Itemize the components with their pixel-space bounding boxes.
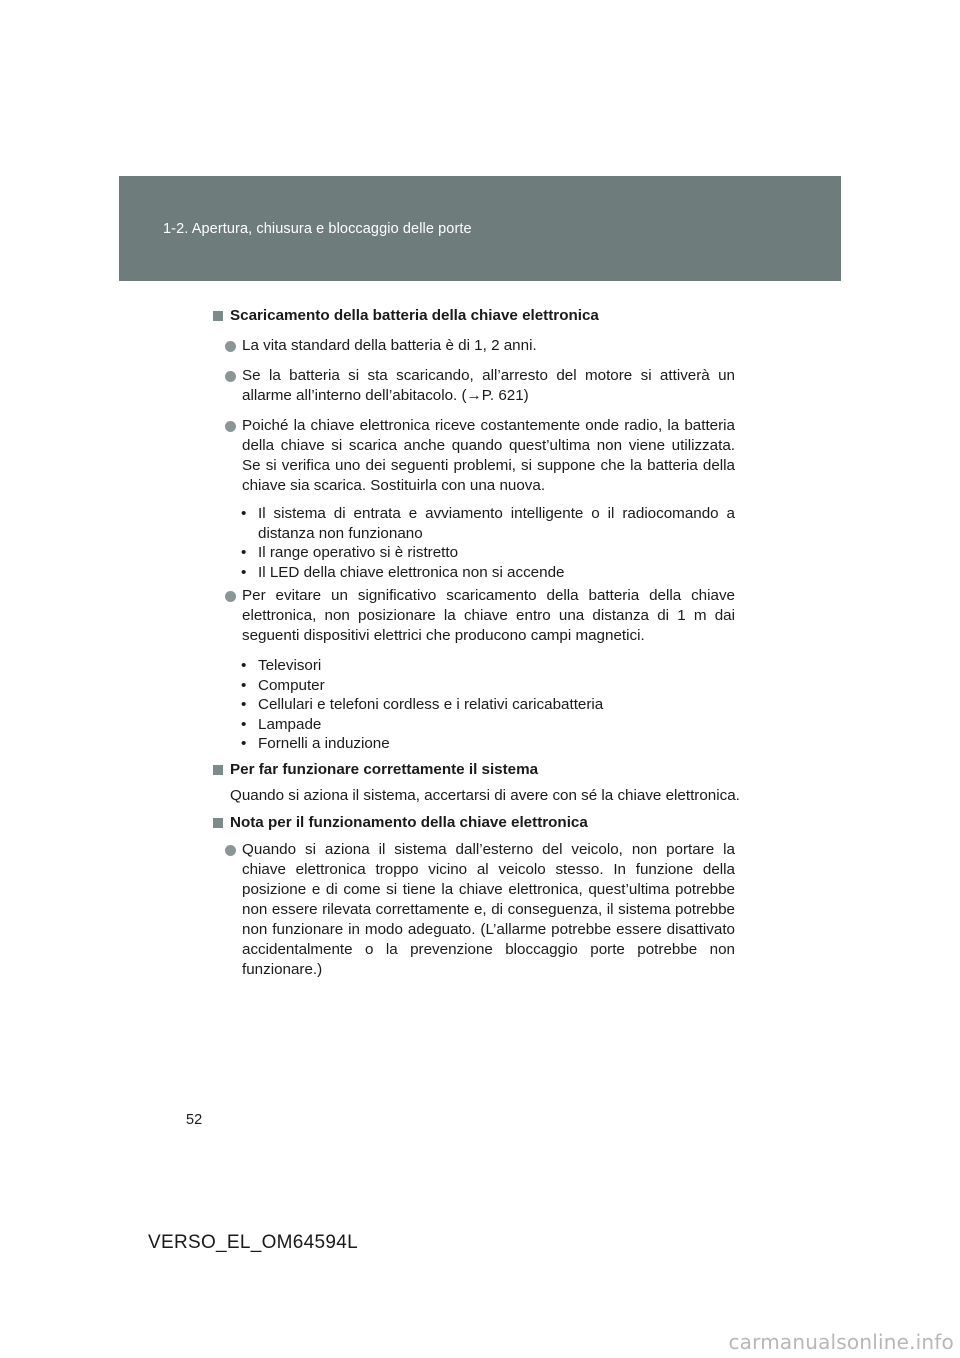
list-item: • Il sistema di entrata e avviamento intelligente o il radiocomando a distanza non funzionano: [241, 505, 735, 542]
round-bullet-icon: [225, 341, 236, 352]
bullet-text: Poiché la chiave elettronica riceve costantemente onde radio, la batteria della chiave si scarica anche quando quest’ultima non viene utilizzata. Se si verifica uno dei seguenti problemi, si suppone che la batteria della chiave sia scarica. Sostituirla con una nuova.: [242, 417, 735, 494]
device-list: [213, 656, 735, 754]
square-bullet-icon: [213, 765, 223, 775]
list-item: • Lampade: [241, 715, 322, 733]
list-item: • Computer: [241, 676, 325, 694]
list-item: • Il range operativo si è ristretto: [241, 544, 459, 561]
square-bullet-icon: [213, 311, 223, 321]
operation-text: Quando si aziona il sistema, accertarsi di avere con sé la chiave elettronica.: [230, 786, 740, 804]
bullet-battery-drain: [213, 416, 735, 496]
bullet-battery-life: [213, 336, 735, 356]
section-heading-note: [213, 813, 735, 833]
bullet-magnetic-fields: [213, 586, 735, 646]
section-heading-text: Nota per il funzionamento della chiave elettronica: [230, 813, 588, 831]
bullet-text: La vita standard della batteria è di 1, 2 anni.: [242, 337, 537, 354]
section-heading-text: Per far funzionare correttamente il sistema: [230, 760, 539, 778]
round-bullet-icon: [225, 591, 236, 602]
round-bullet-icon: [225, 421, 236, 432]
list-item: • Fornelli a induzione: [241, 735, 390, 752]
chapter-title: 1-2. Apertura, chiusura e bloccaggio delle porte: [163, 221, 472, 237]
section-heading-text: Scaricamento della batteria della chiave elettronica: [230, 307, 599, 324]
section-heading-battery: [213, 306, 735, 326]
chapter-header-band: [119, 176, 841, 281]
document-code: VERSO_EL_OM64594L: [148, 1232, 358, 1253]
round-bullet-icon: [225, 845, 236, 856]
square-bullet-icon: [213, 818, 223, 828]
bullet-text: Quando si aziona il sistema dall’esterno del veicolo, non portare la chiave elettronica troppo vicino al veicolo stesso. In funzione della posizione e di come si tiene la chiave elettronica, quest’ultima potrebbe non essere rilevata correttamente e, di conseguenza, il sistema potrebbe non funzionare in modo adeguato. (L’allarme potrebbe essere disattivato accidentalmente o la prevenzione bloccaggio porte potrebbe non funzionare.): [242, 840, 735, 978]
problem-list: [213, 504, 735, 582]
page-content: [213, 306, 740, 980]
list-item: • Cellulari e telefoni cordless e i relativi caricabatteria: [241, 696, 604, 713]
section-heading-operation: [213, 760, 735, 780]
bullet-note-operation: [213, 840, 735, 980]
bullet-text: Per evitare un significativo scaricamento della batteria della chiave elettronica, non posizionare la chiave entro una distanza di 1 m dai seguenti dispositivi elettrici che producono campi magnetici.: [242, 587, 735, 644]
watermark: carmanualsonline.info: [728, 1330, 954, 1354]
list-item: • Televisori: [241, 657, 322, 674]
list-item: • Il LED della chiave elettronica non si accende: [241, 563, 565, 581]
round-bullet-icon: [225, 371, 236, 382]
bullet-text: Se la batteria si sta scaricando, all’arresto del motore si attiverà un allarme all’interno dell’abitacolo. (→P. 621): [242, 367, 735, 404]
bullet-battery-alarm: [213, 366, 735, 406]
page-number: 52: [186, 1112, 203, 1128]
